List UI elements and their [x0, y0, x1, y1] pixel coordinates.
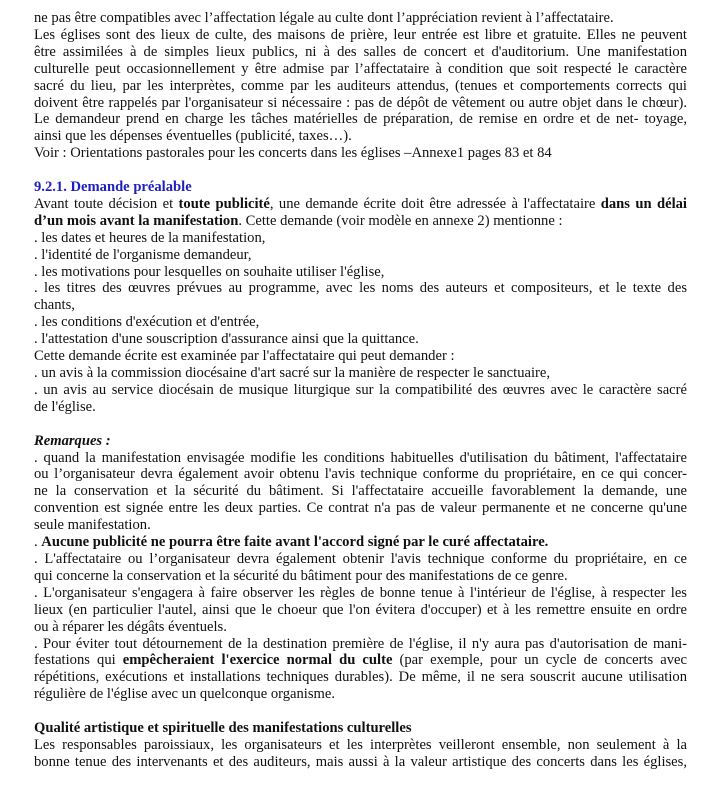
text-line: [34, 196, 687, 213]
bold-span: Qualité artistique et spirituelle des manifestations culturelles: [34, 720, 412, 737]
spacer: [34, 703, 687, 720]
text-line: qui concerne la conservation et la sécurité du bâtiment pour des manifestations de ce genre.: [34, 567, 568, 584]
text-line: ne la conservation et la sécurité du bâtiment. Si l'affectataire accueille favorablement la demande, une: [34, 483, 687, 500]
text-line: Les églises sont des lieux de culte, des maisons de prière, leur entrée est libre et gratuite. Elles ne peuvent: [34, 26, 687, 43]
text-span: (par exemple, pour un cycle de concerts avec: [392, 652, 687, 669]
list-item: . les dates et heures de la manifestation,: [34, 229, 266, 246]
text-line: lieux (en particulier l'autel, ainsi que le choeur que l'on évitera d'occuper) et à les remettre ensuite en ordre: [34, 601, 687, 618]
text-line: . L'affectataire ou l’organisateur devra également obtenir l'avis technique conforme du propriétaire, en ce: [34, 550, 687, 567]
reference-line: Voir : Orientations pastorales pour les concerts dans les églises –Annexe1 pages 83 et 84: [34, 145, 552, 162]
text-line: Les responsables paroissiaux, les organisateurs et les interprètes veilleront ensemble, non seulement à la: [34, 736, 687, 753]
bold-span: d’un mois avant la manifestation: [34, 212, 239, 229]
text-line: ainsi que les dépenses éventuelles (publicité, taxes…).: [34, 128, 352, 145]
list-item: . un avis au service diocésain de musique liturgique sur la compatibilité des œuvres avec le caractère sacré: [34, 381, 687, 398]
list-item: . les conditions d'exécution et d'entrée,: [34, 314, 260, 331]
section-remarques: [34, 433, 687, 704]
section-heading: [34, 720, 687, 737]
bold-span: dans un délai: [600, 195, 687, 212]
text-span: . Cette demande (voir modèle en annexe 2) mentionne :: [238, 212, 563, 229]
list-item: . les titres des œuvres prévues au programme, avec les noms des auteurs et compositeurs, et le texte des: [34, 280, 687, 297]
bold-span: toute publicité: [178, 195, 270, 212]
text-line: doivent être rappelés par l'organisateur si nécessaire : pas de dépôt de vêtement ou autre objet dans le chœur).: [34, 94, 687, 111]
list-item: . les motivations pour lesquelles on souhaite utiliser l'église,: [34, 263, 385, 280]
text-line: ou à réparer les dégâts éventuels.: [34, 618, 227, 635]
intro-paragraph: [34, 10, 687, 162]
text-line: répétitions, exécutions et installations techniques durables). De même, il ne sera souscrit aucune utilisation: [34, 669, 687, 686]
spacer: [34, 416, 687, 433]
text-line: convention est signée entre les deux parties. Ce contrat n'a pas de valeur permanente et ne concerne qu'une: [34, 500, 687, 517]
section-qualite: [34, 720, 687, 771]
list-item: . l'identité de l'organisme demandeur,: [34, 246, 252, 263]
text-line: [34, 652, 687, 669]
text-line: ne pas être compatibles avec l’affectation légale au culte dont l’appréciation revient à l’affectataire.: [34, 10, 614, 26]
spacer: [34, 162, 687, 179]
list-item: . l'attestation d'une souscription d'assurance ainsi que la quittance.: [34, 331, 419, 348]
text-span: , une demande écrite doit être adressée à l'affectataire: [269, 195, 601, 212]
text-span: festations qui: [34, 652, 123, 669]
text-span: .: [34, 534, 42, 551]
text-line: . Pour éviter tout détournement de la destination première de l'église, il n'y aura pas d'autorisation de mani-: [34, 635, 687, 652]
text-line: culturelle peut occasionnellement y être admise par l’affectataire à condition que soit respecté le caractère: [34, 60, 687, 77]
bold-span: empêcheraient l'exercice normal du culte: [122, 652, 393, 669]
bold-span: Aucune publicité ne pourra être faite avant l'accord signé par le curé affectataire.: [41, 534, 549, 551]
section-heading: 9.2.1. Demande préalable: [34, 179, 192, 196]
text-line: être assimilées à de simples lieux publics, ni à des salles de concert et d'auditorium. Une manifestation: [34, 43, 687, 60]
remarques-heading: Remarques :: [34, 432, 111, 449]
text-line: seule manifestation.: [34, 517, 151, 534]
text-line: . quand la manifestation envisagée modifie les conditions habituelles d'utilisation du bâtiment, l'affectataire: [34, 449, 687, 466]
list-item-continuation: de l'église.: [34, 398, 96, 415]
section-demande-prealable: [34, 179, 687, 416]
text-line: Cette demande écrite est examinée par l'affectataire qui peut demander :: [34, 348, 455, 365]
bold-notice: [34, 534, 687, 551]
text-line: bonne tenue des intervenants et des auditeurs, mais aussi à la valeur artistique des concerts dans les églises,: [34, 753, 687, 770]
text-line: ou l’organisateur devra également avoir obtenu l'avis technique conforme du propriétaire, en ce qui concer-: [34, 466, 687, 483]
list-item: . un avis à la commission diocésaine d'art sacré sur la manière de respecter le sanctuaire,: [34, 365, 551, 382]
text-line: Le demandeur prend en charge les tâches matérielles de préparation, de remise en ordre et de net- toyage,: [34, 111, 687, 128]
list-item-continuation: chants,: [34, 297, 75, 314]
text-line: [34, 213, 687, 230]
text-span: Avant toute décision et: [34, 195, 179, 212]
text-line: . L'organisateur s'engagera à faire observer les règles de bonne tenue à l'intérieur de l'église, à respecter les: [34, 584, 687, 601]
text-line: sacré du lieu, par les interprètes, comme par les auditeurs attendus, (tenues et comportements corrects qui: [34, 77, 687, 94]
text-line: régulière de l'église avec un quelconque organisme.: [34, 686, 336, 703]
